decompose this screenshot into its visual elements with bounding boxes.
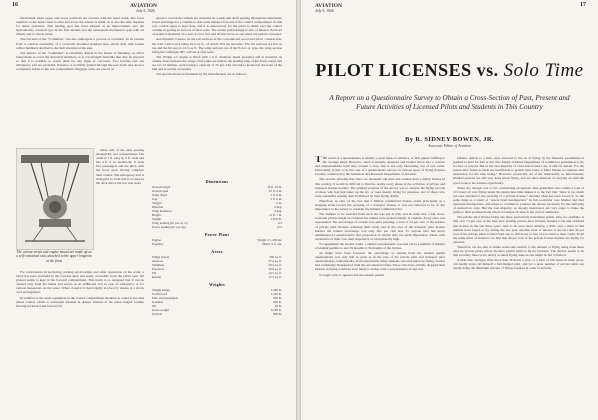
spec-label: Rudder — [152, 275, 162, 279]
spec-label: Gasoline — [152, 300, 164, 304]
paragraph: Aerodynamic balance on the tail surfaces of the conventional wood and fabric construction, the total control area being 45.2 sq. ft., of which 20.9 are movable. The tail surfaces are flat on top and the fin area is 12.5 sq. ft. The wing surfaces are of the N.A.C.A. type, the wing section being the Göttingen 387, arrived at after tests. — [152, 37, 282, 54]
spec-label: Elevators — [152, 267, 165, 271]
spec-weights-list — [152, 288, 282, 316]
spec-label: Gap — [152, 197, 158, 201]
spec-label: Stabilizer — [152, 263, 165, 267]
spec-value: 60 lb. — [274, 304, 282, 308]
paragraph: holders, almost to a man, were attracted to the art of flying by the financial possibilities it seemed to hold for him or her who finally obtained Department of Commerce permission to fly for hire or reward. But in the vast majority of cases that holder's day is still far distant. For the reason that "funds so flush are insufficient to permit John Jones or Mary Dugan to continue with instruction for the time being." However, practically all of the temporarily so unfortunately situated persons are still very keen about flying, and are most desirous of carrying on with the good work at the earliest opportunity. — [453, 156, 584, 185]
spec-label: Wings (total) — [152, 255, 169, 259]
spec-row — [152, 312, 282, 316]
spec-value: 1,420 lb. — [270, 292, 282, 296]
spec-label: Overall length — [152, 185, 171, 189]
paragraph: mechanism when upper and lower positions are reached with the hand crank. The force required on the hand crank to raise and lower the wheels is small, as is also the time required for either operation. This landing gear has been adopted as an improvement over the hydraulically actuated type in the first models and the subsequent mechanical type with air wheels and no shock struts. — [16, 16, 144, 37]
spec-label: Overall span — [152, 189, 169, 193]
spec-value: Metal, 9 ft. dia. — [262, 242, 282, 246]
spec-label: Wing loading (lb. per sq. ft.) — [152, 221, 189, 225]
spec-heading: Power Plant — [204, 232, 230, 237]
spec-value: 5 ft. 6 in. — [270, 197, 282, 201]
paragraph: THE result of a questionnaire is usually a great mass of statistics, or first glance baffling to the average mind. However, when eventually analyzed and broken down into a concise and understandable form they present a story that is not only interesting, but of real value. Particularly is that so in the case of a questionnaire survey on various types of flying licenses recently conducted by the Statistical and Research Department of Aviation. — [315, 156, 445, 177]
right-running-date: July 5, 1926 — [315, 9, 334, 13]
spec-value: 350 sq. ft. — [269, 255, 282, 259]
paragraph: The number to be selected from each list was put at 250, and in order that a fair cross-sectional picture might be obtained the names were picked entirely at random. Every state was represented. The percentage of returns was quite pleasing, a total of 54 per cent of the holders of private pilot licenses returning their cards, and in the case of the transport pilot license holders the returns percentage was only five per cent less. To anyone who has never administered a questionnaire that proportion of returns may not seem impressive. Those with experience of their own mail response it as exceptionally high. — [315, 212, 445, 241]
paragraph: To begin with, it appears that the student permit — [319, 272, 384, 277]
spec-label: Height — [152, 213, 161, 217]
spec-label: Wing chord — [152, 193, 168, 197]
spec-label: Wing incidence — [152, 209, 172, 213]
spec-value: 12.5 — [276, 225, 282, 229]
spec-value: 5 ft. 6 in. — [270, 193, 282, 197]
spec-label: Fin — [152, 271, 157, 275]
drop-cap: T — [315, 156, 322, 165]
spec-label: Dihedral — [152, 205, 164, 209]
author-role: Associate Editor of Aviation — [428, 144, 471, 148]
spec-row — [152, 242, 282, 246]
spec-value: 12 ft. 7 in. — [268, 213, 282, 217]
article-title — [315, 60, 584, 82]
spec-value: 1,870 lb. — [270, 217, 282, 221]
article-subtitle: A Report on a Questionnaire Survey to Obtain a Cross-Section of Past, Present and Future Activities of Licensed Pilots and Students in This Country — [329, 94, 570, 111]
figure-caption: The cabane struts and engine mount are made up as a self-contained unit, attached to the upper longeron at the front — [16, 250, 92, 263]
paragraph: To supplement the license return, a similar questionnaire was sent out to a number of holders of student permits to and 19 months to 34 months of the license. — [315, 241, 445, 250]
spec-label: Power loading (lb. per hp.) — [152, 225, 187, 229]
spec-heading: Areas — [211, 249, 223, 254]
spec-power-list — [152, 238, 282, 246]
spec-value: 37.4 sq. ft. — [268, 259, 282, 263]
spec-label: Pilot and passengers — [152, 296, 179, 300]
spec-value: 23.4 sq. ft. — [268, 263, 282, 267]
right-page — [301, 0, 598, 420]
spec-value: 3 deg. — [274, 209, 282, 213]
spec-value: 420 lb. — [273, 300, 282, 304]
engine-mount-illustration — [17, 149, 93, 249]
paragraph: Therefore, in view of the fact that a limited commercial license exists principally as a stepping stone toward the securing of a transport license, it was not believed to be of any importance to the survey to consider the limited commercial list. — [315, 198, 445, 212]
paragraph: The specifications as furnished by the manufacturer are as follows: — [156, 72, 247, 77]
spec-areas-list — [152, 255, 282, 279]
spec-value: 2,280 lb. — [270, 288, 282, 292]
left-page-number: 16 — [12, 2, 18, 8]
specifications-table — [152, 176, 282, 418]
spec-value: 850 lb. — [273, 296, 282, 300]
paragraph: The interior of the "Commuter" is extremely simple in the matter of finishing, no effort being made to cover the structural members, so it was thought desirable that they be exposed so that it is possible to watch them for any signs of corrosion. Two hatches and one emergency exit are provided. Entrance is normally gained through the rear hatch and down a companion ladder to the rear compartment. Baggage racks are placed on — [16, 50, 144, 72]
right-running-head: AVIATION — [315, 3, 342, 9]
spec-value: 2 deg. — [274, 205, 282, 209]
left-column-1-bottom — [16, 270, 144, 416]
spec-value: 3,700 lb. — [270, 308, 282, 312]
right-column-1 — [315, 156, 445, 416]
article-byline: By R. SIDNEY BOWEN, JR. — [405, 136, 494, 143]
paragraph: The tail skid of the "Commuter" has also undergone a process of evolution. In its present form it consists essentially of a vertically mounted standard Aero shock strut with forked rubber members attached to the hull structure at the step. — [16, 37, 144, 50]
paragraph: Therefore, we are able to obtain some idea relative to the amount of flying being done these days by private pilots whose incomes permit them to fly for pleasure. The answer seems to be that in reality there is not nearly as much flying done as one might be led to believe. — [453, 244, 584, 258]
paragraph: either side of the aisle passing through the rear compartment. The cabin is 7 ft. long by 4 ft. wide and has 4 ft. 4 in. headroom. It seats five passengers and the pilot, with the front seats having complete dual control. The emergency exit is triangular in form and is located in the deck above the two rear seats. — [96, 148, 144, 185]
left-running-date: July 5, 1926 — [136, 9, 155, 13]
paragraph: The Wright J-5 engine is fitted with a 9 ft. diameter metal propeller and is mounted on cabane struts between the wings. Fuel tanks are built in the leading edge of the lower wings and are two in number, each having a capacity of 35 gal. The oil tank is located in the front of the hull and is readily accessible. — [152, 54, 282, 72]
spec-dimensions-list — [152, 185, 282, 229]
spec-row — [152, 275, 282, 279]
paragraph: For convenience in anchoring, picking up moorings and other operations on the water, a hatch has been provided in the forward deck and easily accessible from the pilot's seat. All ground tackle is kept in the forward compartment. This hatch is so designed that it can be opened only from the inside and serves as an additional exit in case of emergency or for various maneuvers on the water. When closed it is held rigidly in place by means of a shock cord arrangement. — [16, 270, 144, 295]
article-title-main: PILOT LICENSES vs. — [315, 60, 499, 80]
paragraph: A man who averages little more than 30 hours a year, or a total of 100 hours in three years, can hardly even call himself a full-fledged pilot, and yet a great number of private pilots are barely doing the minimum amount of flying required in order to hold the — [453, 258, 584, 271]
paragraph: The private pilot license being one more particularly interesting points. One, for example, is that over 74 per cent of the men now holding private pilot licenses learned to fly and obtained that license in the last three years. And to be even more striking, a little over a third of that number have begun to fly during the last year. Another item of interest is the fact that 40 per cent of the private pilots totaled from one to 100 hours or less of solo time to their credit. From the same mass of statistics we find that 40 per cent of the private license holders are flying for pleasure. — [453, 215, 584, 244]
spec-label: Ailerons — [152, 259, 163, 263]
spec-value: 12.3 sq. ft. — [268, 275, 282, 279]
spec-label: Stagger — [152, 201, 162, 205]
paragraph: There are, though, one or two outstanding exceptions. One gentleman who claims a total of 113 hours of solo flying under his instruction time makes it to the fact that "there is too much red tape attached to the securing of a private license." Another chap has been forced to do the same thing as a result of "orders from headquarters." In this particular case Mother and Dad represent headquarters, and refuse to continue to produce the money necessary for the defraying of instruction costs. But the vast majority, as already mentioned, are very eager to make the grade to their promised land where a transport license is the card of admission. — [453, 185, 584, 215]
left-page — [0, 0, 296, 420]
spec-value: Wright J-5, 200 hp. — [257, 238, 282, 242]
spec-label: Engine — [152, 238, 162, 242]
spec-heading: Dimensions — [205, 179, 229, 184]
left-column-1-top — [16, 16, 144, 144]
spec-label: Payload — [152, 312, 163, 316]
spec-label: Weight empty — [152, 288, 170, 292]
article-title-italic: Solo Time — [503, 60, 584, 81]
spec-value: 33 ft. 10 in. — [267, 185, 282, 189]
spec-heading: Weights — [209, 282, 225, 287]
spec-label: Gross weight — [152, 308, 169, 312]
spec-label: Oil — [152, 304, 157, 308]
spec-value: 35 ft. 6 in. — [268, 189, 282, 193]
spec-label: Weight — [152, 217, 162, 221]
aircraft-engine-photo — [16, 148, 94, 250]
spec-value: 850 lb. — [273, 312, 282, 316]
spec-row — [152, 225, 282, 229]
spec-value: 20.9 sq. ft. — [268, 267, 282, 271]
spec-value: 12.5 sq. ft. — [268, 271, 282, 275]
spec-label: Propeller — [152, 242, 164, 246]
spec-label: Useful load — [152, 292, 167, 296]
left-running-head: AVIATION — [130, 3, 157, 9]
spec-value: 9.3 — [278, 221, 282, 225]
left-column-2 — [152, 16, 282, 174]
spec-value: 0 in. — [276, 201, 282, 205]
paragraph: The records showing that since we thousand odd men and women hold a flying license in this country, it would be difficult to find the reality every phase of the activities of private and transport license holders. The primary purpose of the survey was to analyze the flying records of those who had just taken up the art, or were merely flying for pleasure, and of those who were ostensibly earning their livelihood by their flying ability. — [315, 177, 445, 198]
left-column-1-beside-photo — [96, 148, 144, 264]
right-page-number: 17 — [580, 2, 586, 8]
paragraph: As might have been foreseen, the percentage of returns from the student permit questionnaire was only half as great as in the case of the private pilot and transport pilot questionnaires. Undoubtedly, in the meanwhile many students who had taken up flying courses had completely disappeared from the aeronautical ranks. Those who have entirely dropped their interest in flying would be least likely to bother with a questionnaire of any sort. — [315, 251, 445, 272]
right-column-2 — [453, 156, 584, 416]
paragraph: In addition to the usual equipment in the control compartment attention is called to the dual wheel control which is somewhat unusual in design. Instead of the usual hinged column moving backward and forward for — [16, 295, 144, 308]
paragraph: elevator control the wheels are mounted on a push pull shaft passing through the instrument board and hinged to a column or arm some distance forward of the control compartment. In this way control space is kept clear, and it is unnecessary for the pilots to climb over the control column in getting in and out of their seats. The rudder pedal design is also of interest. Each set of pedals is mounted on a pair of rows fore and aft that move as one when the pedal is actuated. — [152, 16, 282, 37]
